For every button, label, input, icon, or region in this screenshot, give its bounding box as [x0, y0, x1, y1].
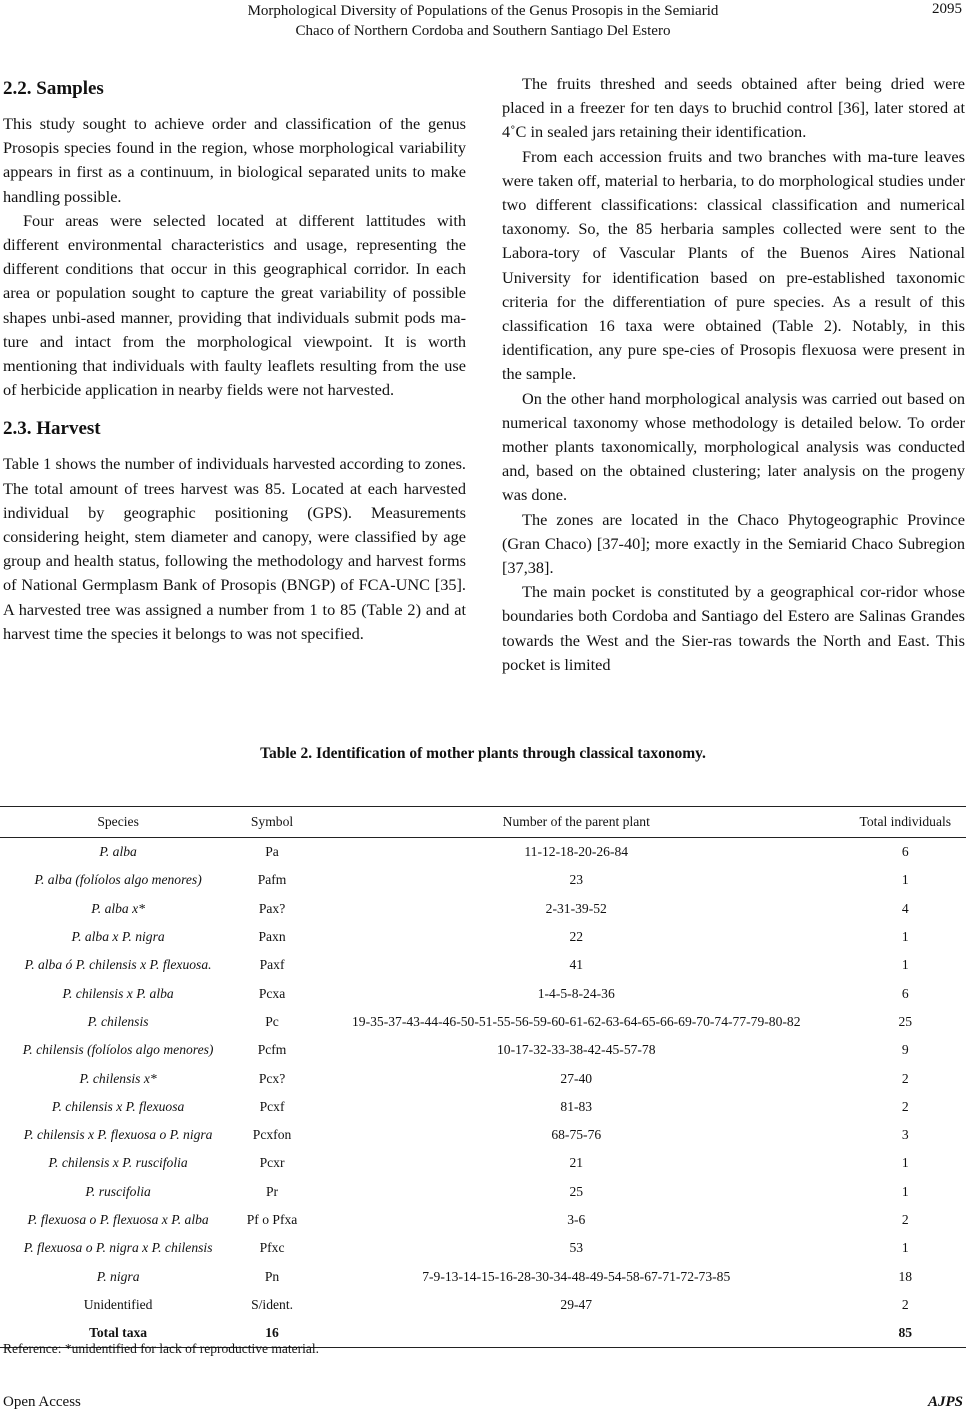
- cell-total: 6: [901, 844, 909, 860]
- cell-symbol: Pcxf: [259, 1098, 285, 1114]
- table-row: [0, 1121, 966, 1149]
- table-row: [0, 1036, 966, 1064]
- table-row: [0, 1291, 966, 1319]
- running-title-line1: Morphological Diversity of Populations of the Genus Prosopis in the Semiarid: [247, 3, 719, 19]
- right-paragraph-1: The fruits threshed and seeds obtained after being dried were placed in a freezer for ten days to bruchid control [36], later stored at 4˚C in sealed jars retaining their identification.: [502, 74, 965, 142]
- header-species: Species: [0, 807, 236, 838]
- page-header: [0, 0, 966, 44]
- cell-parent-numbers: 19-35-37-43-44-46-50-51-55-56-59-60-61-62-63-64-65-66-69-70-74-77-79-80-82: [352, 1013, 801, 1029]
- cell-total: 2: [901, 1296, 909, 1312]
- right-paragraph-4: The zones are located in the Chaco Phytogeographic Province (Gran Chaco) [37-40]; more exactly in the Semiarid Chaco Subregion [37,38].: [502, 509, 965, 578]
- table-row: [0, 1149, 966, 1177]
- table-row: [0, 895, 966, 923]
- right-column: [502, 72, 965, 677]
- cell-parent-numbers: 7-9-13-14-15-16-28-30-34-48-49-54-58-67-71-72-73-85: [422, 1268, 731, 1284]
- cell-parent-numbers: 25: [569, 1183, 584, 1199]
- cell-total: 2: [901, 1098, 909, 1114]
- section-title-harvest: 2.3. Harvest: [3, 418, 101, 440]
- cell-total: 2: [901, 1070, 909, 1086]
- cell-species: P. alba x*: [91, 900, 145, 916]
- left-column: [3, 72, 466, 646]
- total-blank: [308, 1319, 845, 1348]
- running-title: [0, 1, 966, 41]
- cell-species: P. ruscifolia: [85, 1183, 151, 1199]
- cell-species: P. chilensis x P. flexuosa o P. nigra: [23, 1127, 213, 1143]
- cell-parent-numbers: 53: [569, 1240, 584, 1256]
- taxonomy-table: [0, 806, 966, 1348]
- table-row: [0, 1093, 966, 1121]
- cell-symbol: Pcxfon: [252, 1127, 292, 1143]
- cell-species: P. chilensis x P. alba: [62, 985, 174, 1001]
- cell-total: 1: [901, 1240, 909, 1256]
- table-row: [0, 1234, 966, 1262]
- cell-symbol: Pf o Pfxa: [246, 1212, 298, 1227]
- cell-symbol: Pcxa: [258, 985, 286, 1001]
- cell-total: 1: [901, 929, 909, 945]
- total-taxa: 16: [236, 1319, 308, 1348]
- cell-symbol: Paxn: [258, 929, 286, 945]
- cell-parent-numbers: 21: [569, 1155, 584, 1171]
- right-paragraph-5: The main pocket is constituted by a geographical cor-ridor whose boundaries both Cordoba and Santiago del Estero are Salinas Grandes towards the West and the Sier-ras towards the North and East. This pocket is limited: [502, 582, 965, 674]
- table-row: [0, 979, 966, 1007]
- cell-parent-numbers: 22: [569, 929, 584, 945]
- cell-parent-numbers: 1-4-5-8-24-36: [537, 985, 615, 1001]
- samples-paragraph-1: This study sought to achieve order and classification of the genus Prosopis species found in the region, whose morphological variability appears in first as a continuum, in biological separated units to make handling possible.: [3, 114, 466, 206]
- cell-species: Unidentified: [83, 1296, 153, 1312]
- table-row: [0, 923, 966, 951]
- cell-parent-numbers: 10-17-32-33-38-42-45-57-78: [496, 1042, 656, 1058]
- cell-total: 1: [901, 1183, 909, 1199]
- table-caption: Table 2. Identification of mother plants through classical taxonomy.: [260, 745, 706, 762]
- cell-species: P. chilensis x P. flexuosa: [51, 1098, 185, 1114]
- cell-total: 6: [901, 985, 909, 1001]
- cell-symbol: Paxf: [259, 957, 285, 973]
- cell-symbol: Pa: [265, 844, 279, 860]
- harvest-paragraph-1: Table 1 shows the number of individuals harvested according to zones. The total amount of trees harvest was 85. Located at each harvested individual by geographic positioning (GPS). Measurements considering height, stem diameter and canopy, were classified by age group and health status, following the methodology and harvest forms of National Germplasm Bank of Prosopis (BNGP) of FCA-UNC [35]. A harvested tree was assigned a number from 1 to 85 (Table 2) and at harvest time the species it belongs to was not specified.: [3, 454, 466, 643]
- cell-total: 9: [901, 1042, 909, 1058]
- cell-symbol: Pc: [265, 1013, 279, 1029]
- cell-total: 3: [901, 1127, 909, 1143]
- table-row: [0, 1008, 966, 1036]
- table-row: [0, 866, 966, 894]
- cell-species: P. alba (folíolos algo menores): [34, 872, 202, 888]
- cell-species: P. chilensis x P. ruscifolia: [48, 1155, 188, 1171]
- cell-total: 1: [901, 1155, 909, 1171]
- right-paragraph-2: From each accession fruits and two branches with ma-ture leaves were taken off, material to herbaria, to do morphological studies under two different classifications: classical classification and numerical taxonomy. So, the 85 herbaria samples collected were sent to the Labora-tory of Vascular Plants of the Buenos Aires National University for identification based on pre-established taxonomic criteria for the differentiation of pure species. As a result of this classification 16 taxa were obtained (Table 2). Notably, in this identification, any pure spe-cies of Prosopis flexuosa were present in the sample.: [502, 146, 965, 384]
- cell-parent-numbers: 41: [569, 957, 584, 973]
- cell-parent-numbers: 81-83: [560, 1098, 593, 1114]
- cell-symbol: S/ident.: [251, 1296, 293, 1312]
- cell-species: P. chilensis (folíolos algo menores): [22, 1042, 214, 1058]
- table-header-row: [0, 807, 966, 838]
- running-title-line2: Chaco of Northern Cordoba and Southern Santiago Del Estero: [295, 23, 671, 39]
- cell-total: 25: [898, 1013, 913, 1029]
- section-title-samples: 2.2. Samples: [3, 78, 104, 99]
- cell-total: 1: [901, 872, 909, 888]
- cell-species: P. chilensis: [87, 1013, 149, 1029]
- cell-symbol: Pn: [264, 1268, 280, 1284]
- header-parent-numbers: Number of the parent plant: [308, 807, 845, 838]
- header-total: Total individuals: [845, 807, 966, 838]
- header-symbol: Symbol: [236, 807, 308, 838]
- cell-parent-numbers: 3-6: [567, 1212, 586, 1227]
- total-individuals: 85: [845, 1319, 966, 1348]
- cell-parent-numbers: 11-12-18-20-26-84: [524, 844, 629, 860]
- cell-species: P. flexuosa o P. flexuosa x P. alba: [27, 1212, 209, 1227]
- cell-parent-numbers: 29-47: [560, 1296, 593, 1312]
- cell-symbol: Pcfm: [257, 1042, 287, 1058]
- page-number: 2095: [932, 1, 962, 17]
- total-label: Total taxa: [0, 1319, 236, 1348]
- table-row: [0, 1178, 966, 1206]
- table-row: [0, 838, 966, 867]
- cell-parent-numbers: 68-75-76: [551, 1127, 602, 1143]
- cell-symbol: Pcxr: [259, 1155, 285, 1171]
- table-row: [0, 1206, 966, 1234]
- cell-total: 18: [898, 1268, 913, 1284]
- cell-species: P. nigra: [96, 1268, 140, 1284]
- cell-species: P. chilensis x*: [79, 1070, 157, 1086]
- cell-species: P. alba: [99, 844, 137, 860]
- cell-symbol: Pax?: [258, 900, 286, 916]
- cell-parent-numbers: 27-40: [560, 1070, 593, 1086]
- table-row: [0, 1064, 966, 1092]
- cell-total: 4: [901, 900, 909, 916]
- samples-paragraph-2: Four areas were selected located at different lattitudes with different environmental characteristics and usage, representing the different conditions that occur in this geographical corridor. In each area or population sought to capture the great variability of possible shapes unbi-ased manner, providing that individuals submit pods ma-ture and intact from the morphological viewpoint. It is worth mentioning that individuals with faulty leaflets resulting from the use of herbicide application in nearby fields were not harvested.: [3, 210, 466, 400]
- cell-symbol: Pcx?: [258, 1070, 286, 1086]
- journal-abbreviation: AJPS: [927, 1394, 963, 1410]
- table-row: [0, 1262, 966, 1290]
- cell-parent-numbers: 23: [569, 872, 584, 888]
- cell-symbol: Pafm: [257, 872, 287, 888]
- cell-species: P. alba x P. nigra: [71, 929, 165, 945]
- right-paragraph-3: On the other hand morphological analysis was carried out based on numerical taxonomy whose methodology is detailed below. To order mother plants taxonomically, morphological analysis was conducted and, based on the obtained clustering; later analysis on the progeny was done.: [502, 388, 965, 505]
- cell-species: P. flexuosa o P. nigra x P. chilensis: [23, 1240, 213, 1256]
- cell-total: 2: [901, 1212, 909, 1227]
- cell-symbol: Pfxc: [259, 1240, 285, 1256]
- cell-symbol: Pr: [265, 1183, 279, 1199]
- table-reference-note: Reference: *unidentified for lack of reproductive material.: [3, 1341, 319, 1356]
- cell-parent-numbers: 2-31-39-52: [545, 900, 607, 916]
- table-row: [0, 951, 966, 979]
- cell-total: 1: [901, 957, 909, 973]
- open-access-label: Open Access: [3, 1394, 81, 1410]
- cell-species: P. alba ó P. chilensis x P. flexuosa.: [24, 957, 212, 973]
